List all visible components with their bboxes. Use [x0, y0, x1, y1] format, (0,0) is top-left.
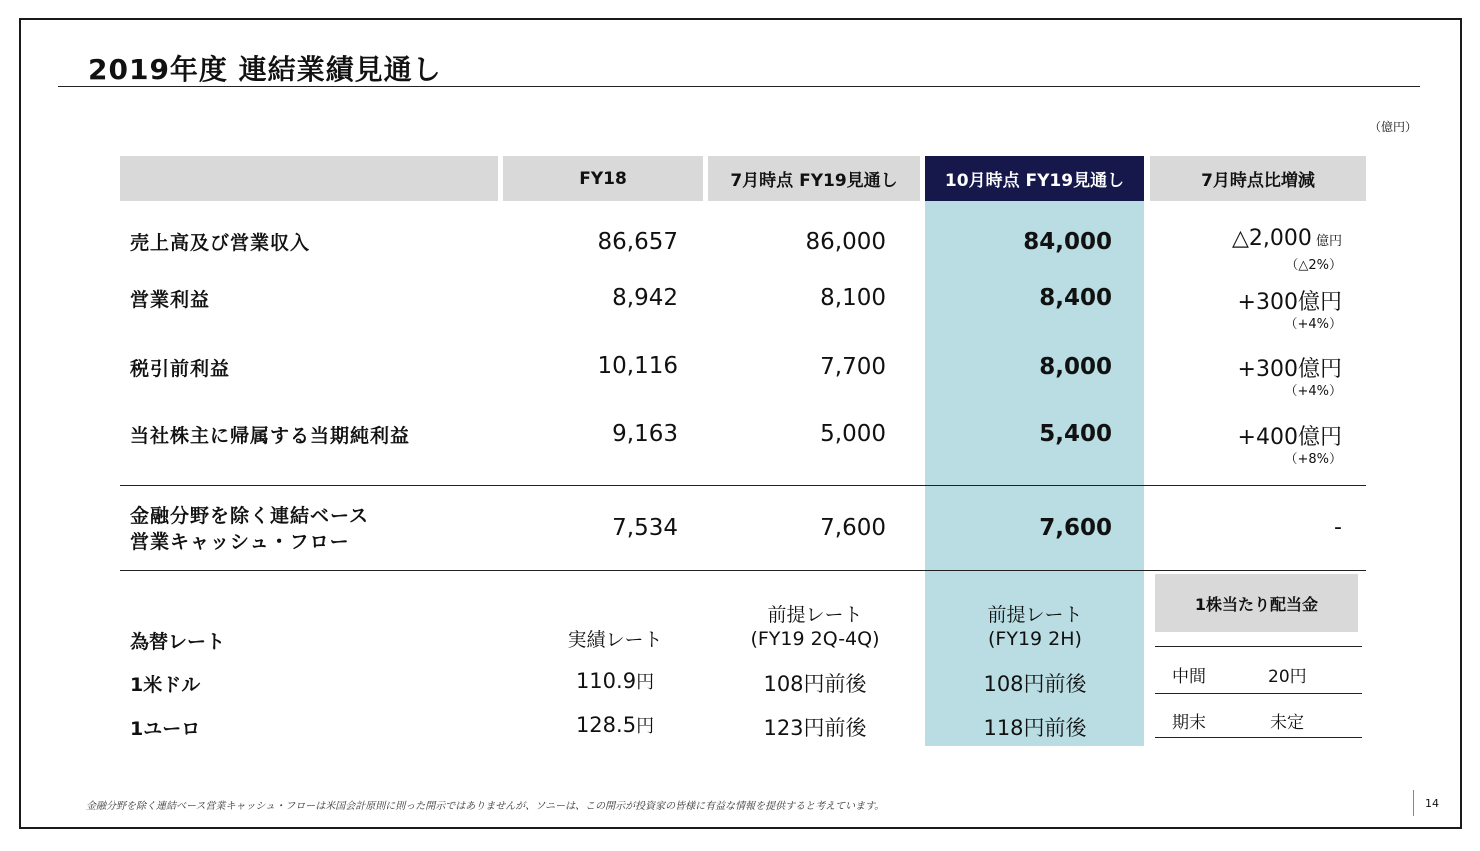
pretax-income-change-pct: （+4%）: [1284, 384, 1342, 399]
fx-rate-label: 為替レート: [130, 631, 226, 653]
row-label-sales: 売上高及び営業収入: [130, 232, 311, 254]
fx-usd-july-unit: 円前後: [803, 672, 867, 696]
fx-usd-october-value: 108: [983, 672, 1024, 696]
cashflow-label-line2: 営業キャッシュ・フロー: [130, 531, 350, 553]
net-income-change-value: +400: [1237, 425, 1298, 450]
dividend-year-end-label: 期末: [1172, 713, 1206, 733]
net-income-fy18: 9,163: [612, 421, 678, 447]
fx-july-header: [720, 603, 910, 651]
header-fy18: FY18: [503, 156, 703, 201]
fx-october-header-line1: 前提レート: [987, 604, 1083, 626]
fx-july-header-line1: 前提レート: [767, 604, 863, 626]
sales-july: 86,000: [805, 229, 886, 255]
cashflow-july: 7,600: [820, 515, 886, 541]
page-number-divider: [1413, 790, 1414, 816]
net-income-change-pct: （+8%）: [1284, 452, 1342, 467]
operating-income-change-pct: （+4%）: [1284, 317, 1342, 332]
fx-usd-actual-value: 110.9: [575, 669, 637, 693]
fx-eur-july-value: 123: [763, 716, 804, 740]
net-income-july: 5,000: [820, 421, 886, 447]
title-divider: [58, 86, 1420, 87]
cashflow-october: 7,600: [1039, 515, 1112, 541]
pretax-income-change-value: +300: [1237, 357, 1298, 382]
sales-fy18: 86,657: [597, 229, 678, 255]
sales-change-pct: （△2%）: [1285, 258, 1342, 273]
dividend-rule-middle: [1155, 693, 1362, 694]
page-title: 2019年度 連結業績見通し: [88, 53, 442, 86]
fx-eur-label: 1ユーロ: [130, 718, 201, 740]
fx-eur-july-unit: 円前後: [803, 716, 867, 740]
dividend-rule-top: [1155, 646, 1362, 647]
header-change-vs-july: 7月時点比増減: [1150, 156, 1366, 201]
fx-eur-october-value: 118: [983, 716, 1024, 740]
fx-eur-july: [720, 712, 910, 742]
fx-usd-october-unit: 円前後: [1023, 672, 1087, 696]
dividend-interim-value: 20円: [1268, 667, 1307, 687]
sales-change-value: △2,000: [1231, 226, 1312, 251]
pretax-income-change: [1238, 352, 1342, 383]
dividend-rule-bottom: [1155, 737, 1362, 738]
fx-eur-actual: [540, 712, 690, 738]
fx-october-header-line2: (FY19 2H): [988, 628, 1082, 650]
row-label-pretax-income: 税引前利益: [130, 358, 231, 380]
net-income-change-unit: 億円: [1297, 425, 1342, 450]
footnote: 金融分野を除く連結ベース営業キャッシュ・フローは米国会計原則に則った開示ではありませんが、ソニーは、この開示が投資家の皆様に有益な情報を提供すると考えています。: [86, 801, 885, 812]
dividend-year-end-value: 未定: [1270, 713, 1304, 733]
pretax-income-fy18: 10,116: [597, 353, 678, 379]
table-divider-bottom: [120, 570, 1366, 571]
october-forecast-highlight: [925, 201, 1144, 746]
operating-income-change-unit: 億円: [1297, 290, 1342, 315]
fx-usd-july-value: 108: [763, 672, 804, 696]
operating-income-july: 8,100: [820, 285, 886, 311]
operating-income-change-value: +300: [1237, 290, 1298, 315]
dividend-interim-label: 中間: [1172, 667, 1206, 687]
pretax-income-october: 8,000: [1039, 354, 1112, 380]
fx-october-header: [940, 603, 1130, 651]
fx-eur-actual-unit: 円: [636, 716, 655, 737]
fx-usd-october: [940, 668, 1130, 698]
table-divider-top: [120, 485, 1366, 486]
operating-income-october: 8,400: [1039, 285, 1112, 311]
cashflow-fy18: 7,534: [612, 515, 678, 541]
cashflow-label-line1: 金融分野を除く連結ベース: [130, 505, 370, 527]
header-july-forecast: 7月時点 FY19見通し: [708, 156, 920, 201]
row-label-net-income: 当社株主に帰属する当期純利益: [130, 425, 411, 447]
page-number: 14: [1425, 797, 1439, 810]
fx-usd-actual-unit: 円: [636, 672, 655, 693]
fx-usd-actual: [540, 668, 690, 694]
operating-income-fy18: 8,942: [612, 285, 678, 311]
header-blank-cell: [120, 156, 498, 201]
fx-usd-july: [720, 668, 910, 698]
sales-change: [1232, 226, 1342, 251]
net-income-october: 5,400: [1039, 421, 1112, 447]
fx-july-header-line2: (FY19 2Q-4Q): [750, 628, 880, 650]
row-label-operating-income: 営業利益: [130, 289, 211, 311]
fx-eur-actual-value: 128.5: [575, 713, 637, 737]
dividend-header: 1株当たり配当金: [1155, 574, 1358, 632]
sales-october: 84,000: [1023, 229, 1112, 255]
net-income-change: [1238, 420, 1342, 451]
pretax-income-change-unit: 億円: [1297, 357, 1342, 382]
fx-eur-october-unit: 円前後: [1023, 716, 1087, 740]
pretax-income-july: 7,700: [820, 354, 886, 380]
fx-actual-header: 実績レート: [567, 629, 663, 651]
row-label-cashflow: [130, 503, 369, 555]
header-october-forecast: 10月時点 FY19見通し: [925, 156, 1144, 201]
cashflow-change: -: [1334, 515, 1342, 540]
sales-change-unit: 億円: [1311, 234, 1342, 249]
fx-usd-label: 1米ドル: [130, 674, 201, 696]
fx-eur-october: [940, 712, 1130, 742]
unit-label: （億円）: [1368, 120, 1417, 134]
operating-income-change: [1238, 285, 1342, 316]
